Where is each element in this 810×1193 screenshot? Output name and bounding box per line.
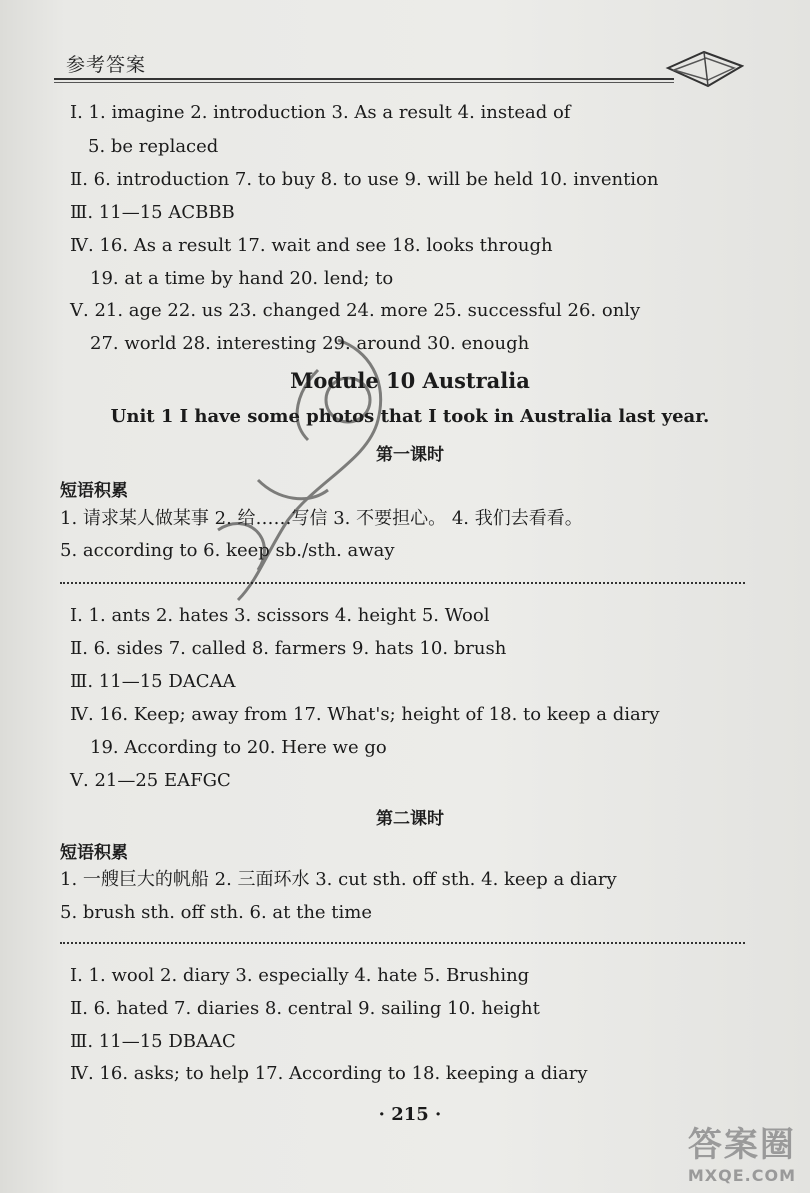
module-title: Module 10 Australia — [290, 368, 530, 393]
answer-line: Ⅱ. 6. sides 7. called 8. farmers 9. hats 10. brush — [70, 638, 507, 659]
answer-line: Ⅴ. 21—25 EAFGC — [70, 770, 231, 791]
answer-line: Ⅳ. 16. Keep; away from 17. What's; height of 18. to keep a diary — [70, 704, 660, 725]
unit-title: Unit 1 I have some photos that I took in Australia last year. — [110, 406, 710, 427]
answer-line: Ⅳ. 16. asks; to help 17. According to 18. keeping a diary — [70, 1063, 588, 1084]
phrase-line: 5. brush sth. off sth. 6. at the time — [60, 902, 373, 923]
phrase-line: 5. according to 6. keep sb./sth. away — [60, 540, 395, 561]
watermark-main: 答案圈 — [687, 1125, 796, 1165]
page-number: · 215 · — [378, 1104, 442, 1125]
answer-line: Ⅲ. 11—15 DACAA — [70, 671, 236, 692]
header-rule — [54, 78, 674, 80]
header-decoration-icon — [664, 46, 744, 90]
header-title: 参考答案 — [66, 54, 147, 76]
answer-line: 19. According to 20. Here we go — [90, 737, 387, 758]
phrase-line: 1. 请求某人做某事 2. 给……写信 3. 不要担心。 4. 我们去看看。 — [60, 508, 583, 529]
lesson-heading: 第一课时 — [376, 445, 444, 465]
answer-line: Ⅱ. 6. introduction 7. to buy 8. to use 9. will be held 10. invention — [70, 169, 659, 190]
answer-line: Ⅱ. 6. hated 7. diaries 8. central 9. sailing 10. height — [70, 998, 540, 1019]
page-header — [54, 46, 744, 90]
phrase-section-label: 短语积累 — [60, 843, 128, 863]
answer-line: Ⅴ. 21. age 22. us 23. changed 24. more 25. successful 26. only — [70, 300, 641, 321]
answer-line: Ⅰ. 1. imagine 2. introduction 3. As a result 4. instead of — [70, 102, 571, 123]
corner-watermark — [688, 1117, 796, 1185]
answer-line: Ⅳ. 16. As a result 17. wait and see 18. looks through — [70, 235, 553, 256]
answer-line: Ⅰ. 1. ants 2. hates 3. scissors 4. height 5. Wool — [70, 605, 490, 626]
answer-line: Ⅲ. 11—15 ACBBB — [70, 202, 235, 223]
answer-line: 19. at a time by hand 20. lend; to — [90, 268, 394, 289]
answer-line: Ⅰ. 1. wool 2. diary 3. especially 4. hate 5. Brushing — [70, 965, 530, 986]
answer-line: Ⅲ. 11—15 DBAAC — [70, 1031, 236, 1052]
watermark-url: MXQE.COM — [687, 1166, 796, 1185]
header-rule-thin — [54, 82, 674, 83]
phrase-section-label: 短语积累 — [60, 481, 128, 501]
phrase-line: 1. 一艘巨大的帆船 2. 三面环水 3. cut sth. off sth. 4. keep a diary — [60, 869, 617, 890]
answer-line: 5. be replaced — [88, 136, 219, 157]
dotted-divider — [60, 582, 745, 584]
lesson-heading: 第二课时 — [376, 809, 444, 829]
answer-line: 27. world 28. interesting 29. around 30. enough — [90, 333, 530, 354]
dotted-divider — [60, 942, 745, 944]
